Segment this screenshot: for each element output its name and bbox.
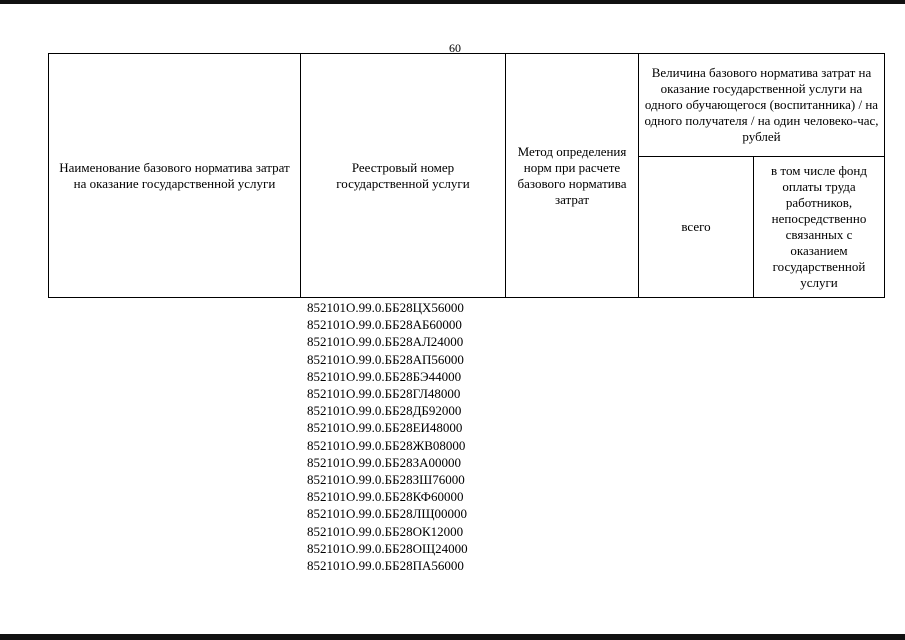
top-border-bar bbox=[0, 0, 905, 4]
registry-code-item: 852101О.99.0.ББ28ЕИ48000 bbox=[307, 420, 463, 436]
header-method-text: Метод определения норм при расчете базового норматива затрат bbox=[517, 143, 627, 207]
registry-code-item: 852101О.99.0.ББ28ОК12000 bbox=[307, 523, 464, 539]
header-cell-registry-number bbox=[300, 53, 506, 298]
registry-code-list bbox=[307, 299, 468, 574]
header-cell-total bbox=[638, 156, 754, 298]
registry-code-item: 852101О.99.0.ББ28ГЛ48000 bbox=[307, 386, 461, 402]
registry-code-item: 852101О.99.0.ББ28ЗШ76000 bbox=[307, 472, 465, 488]
registry-code-item: 852101О.99.0.ББ28АП56000 bbox=[307, 351, 464, 367]
header-cell-method bbox=[505, 53, 639, 298]
registry-code-item: 852101О.99.0.ББ28ОЩ24000 bbox=[307, 540, 468, 556]
norms-table-header bbox=[48, 53, 885, 298]
registry-code-item: 852101О.99.0.ББ28КФ60000 bbox=[307, 489, 464, 505]
header-wage-fund-text: в том числе фонд оплаты труда работников, непосредственно связанных с оказанием государственной услуги bbox=[771, 163, 867, 290]
header-norm-value-text: Величина базового норматива затрат на оказание государственной услуги на одного обучающегося (воспитанника) / на одного получателя / на один человеко-час, рублей bbox=[644, 65, 879, 144]
registry-code-item: 852101О.99.0.ББ28ДБ92000 bbox=[307, 403, 462, 419]
registry-code-item: 852101О.99.0.ББ28ЗА00000 bbox=[307, 454, 461, 470]
registry-code-item: 852101О.99.0.ББ28ЖВ08000 bbox=[307, 437, 466, 453]
registry-code-item: 852101О.99.0.ББ28ПА56000 bbox=[307, 558, 464, 574]
header-cell-norm-value bbox=[638, 53, 885, 157]
registry-code-item: 852101О.99.0.ББ28ЦХ56000 bbox=[307, 300, 464, 315]
header-total-text: всего bbox=[681, 219, 711, 234]
registry-code-item: 852101О.99.0.ББ28БЭ44000 bbox=[307, 368, 462, 384]
header-cell-norm-name bbox=[48, 53, 301, 298]
registry-code-item: 852101О.99.0.ББ28АБ60000 bbox=[307, 317, 462, 333]
registry-code-item: 852101О.99.0.ББ28ЛЩ00000 bbox=[307, 506, 467, 522]
header-norm-name-text: Наименование базового норматива затрат на оказание государственной услуги bbox=[59, 159, 290, 191]
header-cell-wage-fund bbox=[753, 156, 885, 298]
bottom-border-bar bbox=[0, 634, 905, 640]
page-number: 60 bbox=[449, 41, 461, 55]
header-registry-number-text: Реестровый номер государственной услуги bbox=[336, 159, 470, 191]
registry-code-item: 852101О.99.0.ББ28АЛ24000 bbox=[307, 334, 464, 350]
